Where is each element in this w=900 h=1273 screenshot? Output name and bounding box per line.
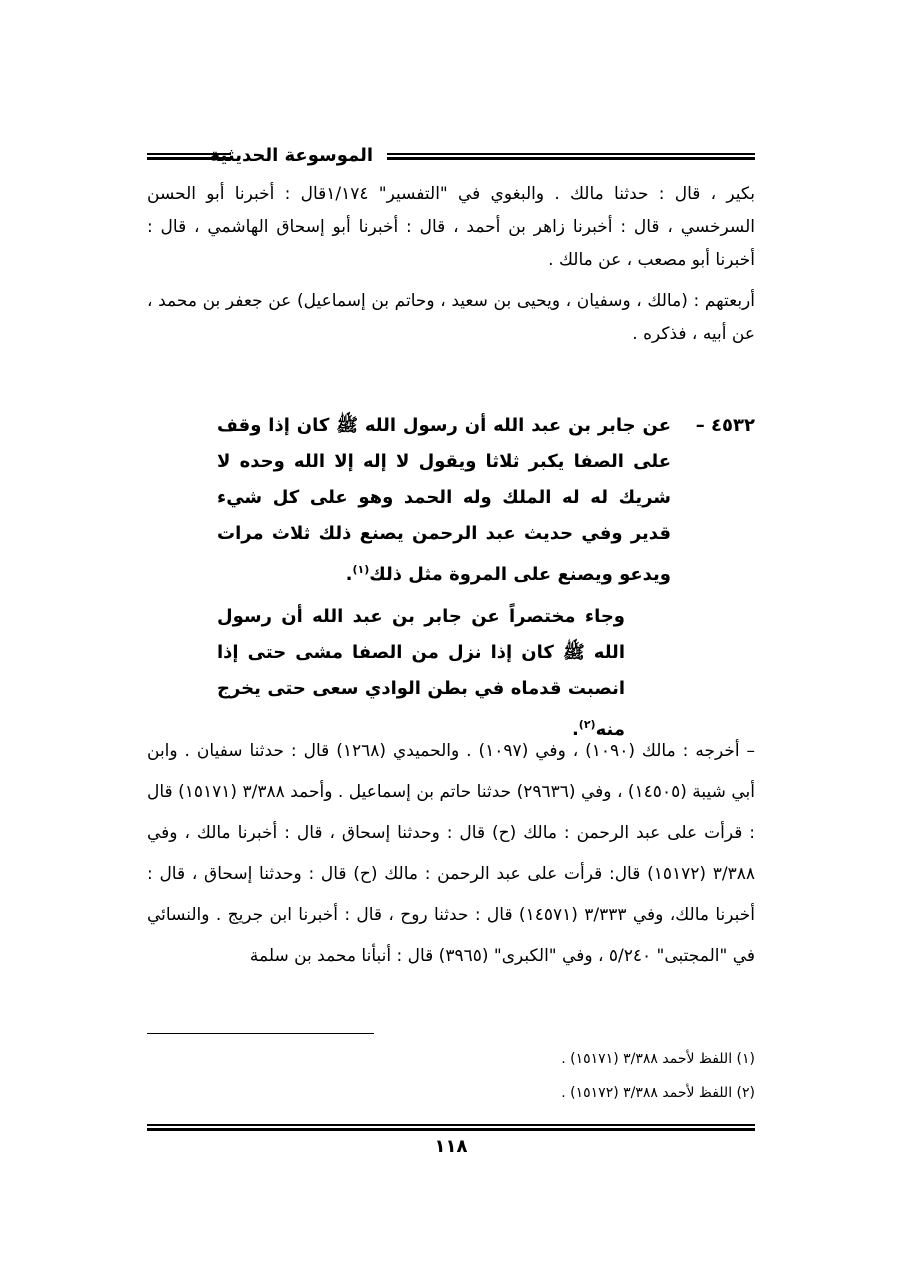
takhrij-text: [147, 731, 755, 977]
hadith-number: ٤٥٣٢ –: [695, 415, 755, 436]
header-title: الموسوعة الحديثية: [209, 145, 373, 166]
intro-text: [147, 178, 755, 351]
footnote-1: (١) اللفظ لأحمد ٣/٣٨٨ (١٥١٧١) .: [561, 1051, 755, 1067]
hadith-text-end: .: [345, 564, 353, 585]
hadith-variant-text: [217, 599, 625, 748]
intro-paragraph-1: بكير ، قال : حدثنا مالك . والبغوي في "التفسير" ١/١٧٤قال : أخبرنا أبو الحسن السرخسي ، قال : أخبرنا زاهر بن أحمد ، قال : أخبرنا أبو إسحاق الهاشمي ، قال : أخبرنا أبو مصعب ، عن مالك .: [147, 184, 756, 270]
hadith-text-main: عن جابر بن عبد الله أن رسول الله ﷺ كان إذا وقف على الصفا يكبر ثلاثا ويقول لا إله إلا الله وحده لا شريك له له الملك وله الحمد وهو على كل شيء قدير وفي حديث عبد الرحمن يصنع ذلك ثلاث مرات ويدعو ويصنع على المروة مثل ذلك: [217, 415, 671, 585]
takhrij-paragraph: – أخرجه : مالك (١٠٩٠) ، وفي (١٠٩٧) . والحميدي (١٢٦٨) قال : حدثنا سفيان . وابن أبي شيبة (١٤٥٠٥) ، وفي (٢٩٦٣٦) حدثنا حاتم بن إسماعيل . وأحمد ٣/٣٨٨ (١٥١٧١) قال : قرأت على عبد الرحمن : مالك (ح) قال : وحدثنا إسحاق ، قال : أخبرنا مالك ، وفي ٣/٣٨٨ (١٥١٧٢) قال: قرأت على عبد الرحمن : مالك (ح) قال : وحدثنا إسحاق ، قال : أخبرنا مالك، وفي ٣/٣٣٣ (١٤٥٧١) قال : حدثنا روح ، قال : أخبرنا ابن جريج . والنسائي في "المجتبى" ٥/٢٤٠ ، وفي "الكبرى" (٣٩٦٥) قال : أنبأنا محمد بن سلمة: [147, 741, 756, 966]
footnote-ref-1: (١): [352, 563, 370, 576]
running-header: [147, 140, 755, 180]
intro-paragraph-2: أربعتهم : (مالك ، وسفيان ، ويحيى بن سعيد ، وحاتم بن إسماعيل) عن جعفر بن محمد ، عن أبيه ، فذكره .: [147, 291, 755, 344]
hadith-variant-main: وجاء مختصراً عن جابر بن عبد الله أن رسول الله ﷺ كان إذا نزل من الصفا مشى حتى إذا انصبت قدماه في بطن الوادي سعى حتى يخرج منه: [217, 606, 625, 740]
page-number: ١١٨: [434, 1136, 468, 1157]
footer-rule: [147, 1124, 755, 1131]
hadith-variant-end: .: [571, 719, 579, 740]
header-rule-right: [387, 153, 755, 163]
footnote-separator: [147, 1033, 374, 1034]
footnotes: [147, 1042, 755, 1110]
hadith-text: [217, 408, 671, 593]
footnote-2: (٢) اللفظ لأحمد ٣/٣٨٨ (١٥١٧٢) .: [561, 1085, 755, 1101]
hadith-block: [147, 408, 755, 748]
footnote-ref-2: (٢): [578, 718, 596, 731]
